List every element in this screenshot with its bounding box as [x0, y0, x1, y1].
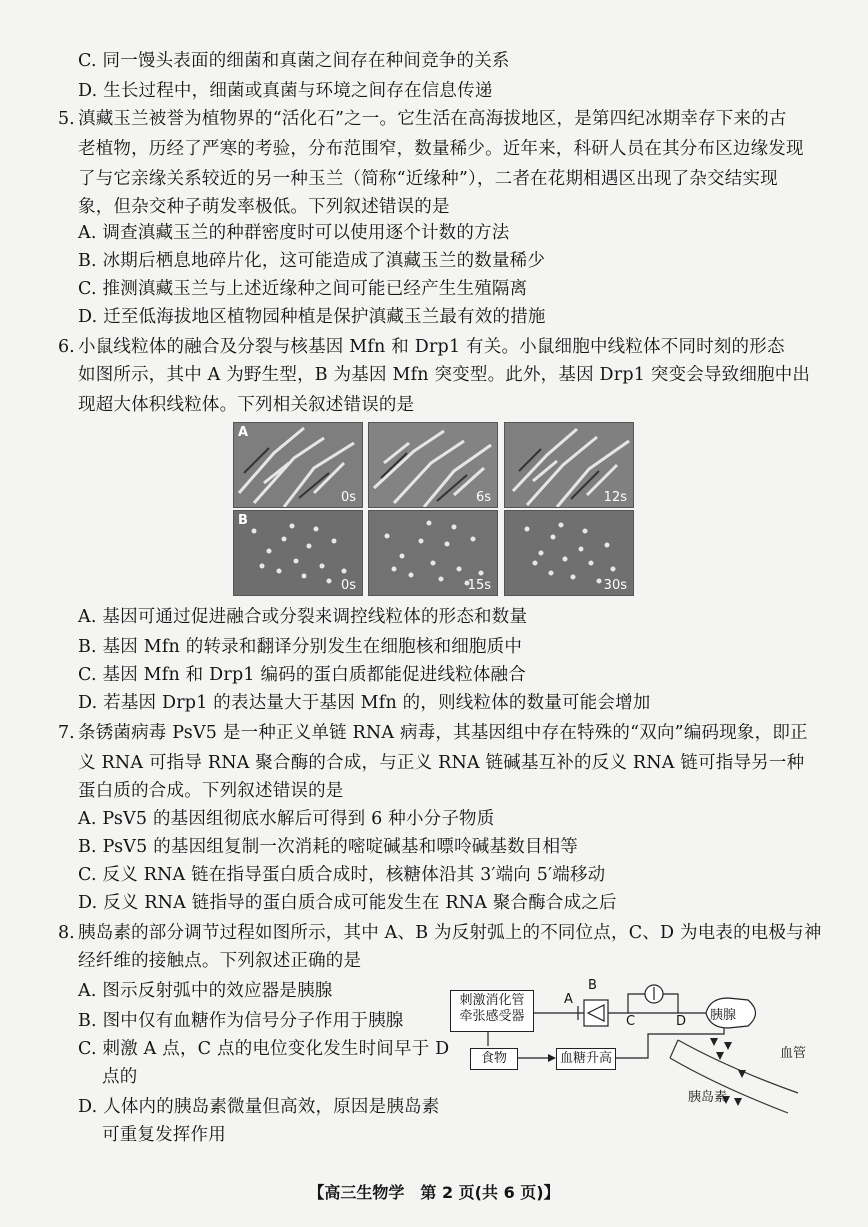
- time-label: 30s: [603, 578, 627, 593]
- q4-option-d: D. 生长过程中，细菌或真菌与环境之间存在信息传递: [78, 81, 493, 101]
- q8-option-d: D. 人体内的胰岛素微量但高效，原因是胰岛素: [78, 1097, 440, 1117]
- panel-row-tag: B: [238, 513, 248, 528]
- q5-option-c: C. 推测滇藏玉兰与上述近缘种之间可能已经产生生殖隔离: [78, 279, 528, 299]
- q7-option-d: D. 反义 RNA 链指导的蛋白质合成可能发生在 RNA 聚合酶合成之后: [78, 893, 617, 913]
- q5-stem-line: 了与它亲缘关系较近的另一种玉兰（简称“近缘种”），二者在花期相遇区出现了杂交结实现: [78, 169, 778, 189]
- stretch-receptor-box: [450, 990, 534, 1032]
- time-label: 12s: [603, 490, 627, 505]
- q5-stem-line: 老植物，历经了严寒的考验，分布范围窄，数量稀少。近年来，科研人员在其分布区边缘发现: [78, 139, 804, 159]
- q8-option-a: A. 图示反射弧中的效应器是胰腺: [78, 981, 333, 1001]
- point-d-label: D: [676, 1014, 687, 1029]
- vessel-label: 血管: [780, 1046, 807, 1061]
- q6-stem-line: 现超大体积线粒体。下列相关叙述错误的是: [78, 395, 415, 415]
- q8-stem-line: 经纤维的接触点。下列叙述正确的是: [78, 951, 362, 971]
- time-label: 6s: [475, 490, 491, 505]
- q8-number: 8.: [58, 923, 75, 943]
- panel-row-tag: A: [238, 425, 249, 440]
- q7-option-a: A. PsV5 的基因组彻底水解后可得到 6 种小分子物质: [78, 809, 495, 829]
- micrograph-a-1: [233, 422, 363, 508]
- food-box: 食物: [470, 1048, 518, 1070]
- q5-option-a: A. 调查滇藏玉兰的种群密度时可以使用逐个计数的方法: [78, 223, 510, 243]
- q6-option-d: D. 若基因 Drp1 的表达量大于基因 Mfn 的，则线粒体的数量可能会增加: [78, 693, 651, 713]
- q6-option-a: A. 基因可通过促进融合或分裂来调控线粒体的形态和数量: [78, 607, 528, 627]
- q7-stem-line: 蛋白质的合成。下列叙述错误的是: [78, 781, 344, 801]
- pancreas-label: 胰腺: [710, 1008, 737, 1023]
- q6-number: 6.: [58, 337, 75, 357]
- micrograph-b-3: [504, 510, 634, 596]
- page-footer: 【高三生物学 第 2 页(共 6 页)】: [308, 1183, 560, 1202]
- q7-stem-line: 义 RNA 可指导 RNA 聚合酶的合成，与正义 RNA 链碱基互补的反义 RNA 链可指导另一种: [78, 753, 805, 773]
- q6-stem-line: 小鼠线粒体的融合及分裂与核基因 Mfn 和 Drp1 有关。小鼠细胞中线粒体不同时刻的形态: [78, 337, 785, 357]
- q5-option-d: D. 迁至低海拔地区植物园种植是保护滇藏玉兰最有效的措施: [78, 307, 546, 327]
- q8-option-c: C. 刺激 A 点，C 点的电位变化发生时间早于 D: [78, 1039, 450, 1059]
- q5-stem-line: 滇藏玉兰被誉为植物界的“活化石”之一。它生活在高海拔地区，是第四纪冰期幸存下来的古: [78, 109, 787, 129]
- q8-option-d-cont: 可重复发挥作用: [102, 1125, 226, 1145]
- q4-option-c: C. 同一馒头表面的细菌和真菌之间存在种间竞争的关系: [78, 51, 510, 71]
- q8-stem-line: 胰岛素的部分调节过程如图所示，其中 A、B 为反射弧上的不同位点，C、D 为电表的电极与神: [78, 923, 822, 943]
- micrograph-b-1: [233, 510, 363, 596]
- q5-stem-line: 象，但杂交种子萌发率极低。下列叙述错误的是: [78, 197, 450, 217]
- micrograph-b-2: [368, 510, 498, 596]
- q7-stem-line: 条锈菌病毒 PsV5 是一种正义单链 RNA 病毒，其基因组中存在特殊的“双向”编码现象，即正: [78, 723, 808, 743]
- micrograph-a-2: [368, 422, 498, 508]
- receptor-line1: 刺激消化管: [459, 993, 525, 1008]
- q5-option-b: B. 冰期后栖息地碎片化，这可能造成了滇藏玉兰的数量稀少: [78, 251, 546, 271]
- q5-number: 5.: [58, 109, 75, 129]
- blood-sugar-box: 血糖升高: [556, 1048, 616, 1070]
- time-label: 15s: [467, 578, 491, 593]
- q7-number: 7.: [58, 723, 75, 743]
- insulin-label: 胰岛素: [688, 1090, 728, 1105]
- q8-option-b: B. 图中仅有血糖作为信号分子作用于胰腺: [78, 1011, 404, 1031]
- point-b-label: B: [588, 978, 597, 993]
- micrograph-a-3: [504, 422, 634, 508]
- receptor-line2: 牵张感受器: [459, 1009, 525, 1024]
- q7-option-b: B. PsV5 的基因组复制一次消耗的嘧啶碱基和嘌呤碱基数目相等: [78, 837, 579, 857]
- q6-option-c: C. 基因 Mfn 和 Drp1 编码的蛋白质都能促进线粒体融合: [78, 665, 526, 685]
- q8-option-c-cont: 点的: [102, 1067, 138, 1087]
- point-a-label: A: [564, 992, 573, 1007]
- q6-stem-line: 如图所示，其中 A 为野生型，B 为基因 Mfn 突变型。此外，基因 Drp1 突变会导致细胞中出: [78, 365, 811, 385]
- q6-option-b: B. 基因 Mfn 的转录和翻译分别发生在细胞核和细胞质中: [78, 637, 523, 657]
- point-c-label: C: [626, 1014, 636, 1029]
- time-label: 0s: [340, 490, 356, 505]
- time-label: 0s: [340, 578, 356, 593]
- q7-option-c: C. 反义 RNA 链在指导蛋白质合成时，核糖体沿其 3′端向 5′端移动: [78, 865, 606, 885]
